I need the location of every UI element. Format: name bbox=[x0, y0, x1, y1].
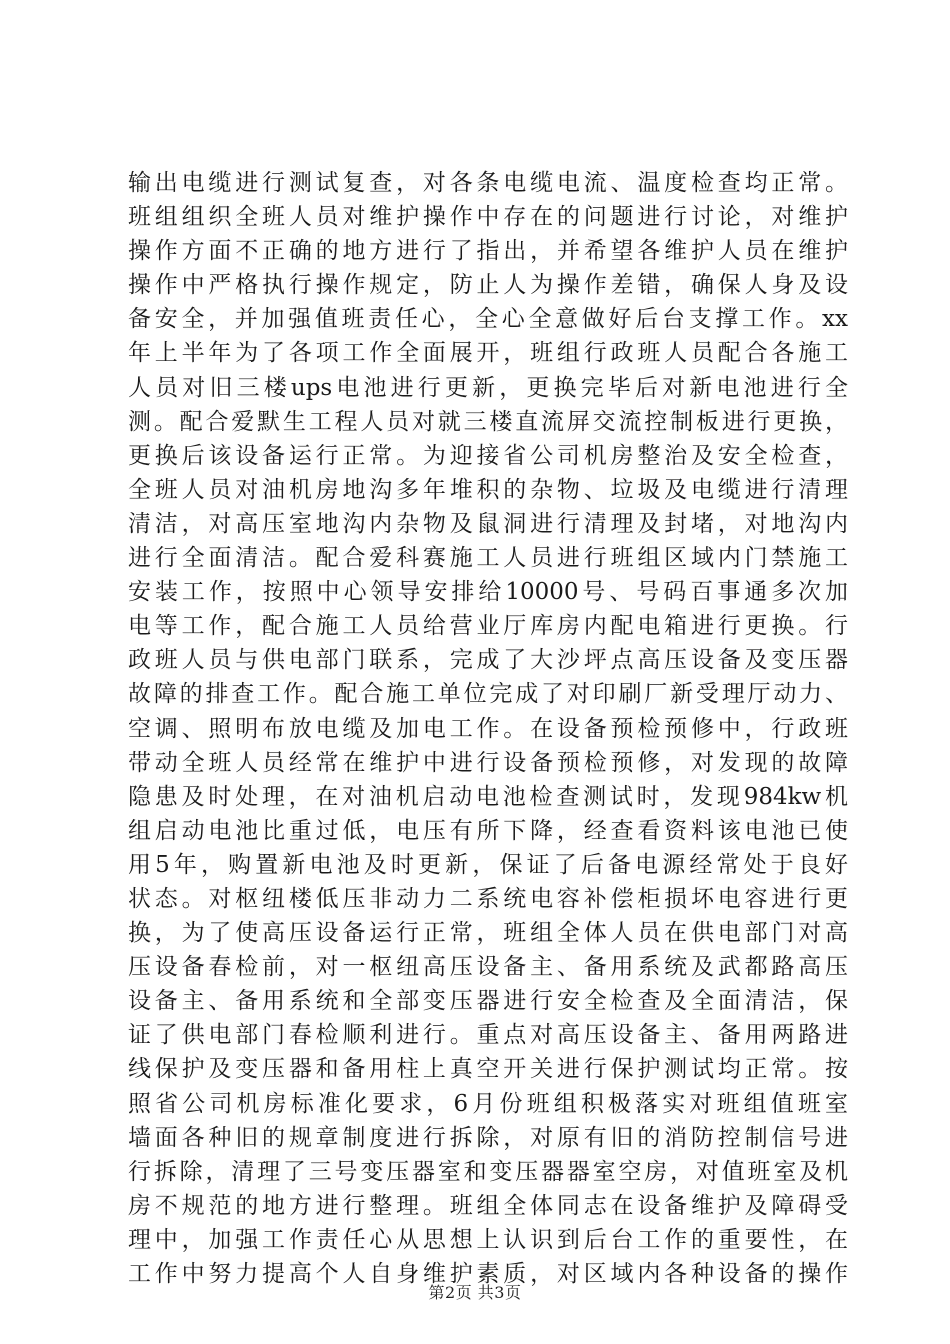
text-line: 安装工作，按照中心领导安排给10000号、号码百事通多次加 bbox=[128, 579, 848, 606]
text-line: 工作中努力提高个人自身维护素质，对区域内各种设备的操作 bbox=[128, 1261, 848, 1287]
text-line: 输出电缆进行测试复查，对各条电缆电流、温度检查均正常。 bbox=[128, 170, 848, 196]
page-footer: 第2页 共3页 bbox=[428, 1283, 522, 1302]
text-line: 操作方面不正确的地方进行了指出，并希望各维护人员在维护 bbox=[128, 238, 848, 265]
text-line: 备安全，并加强值班责任心，全心全意做好后台支撑工作。xx bbox=[128, 306, 848, 333]
text-line: 政班人员与供电部门联系，完成了大沙坪点高压设备及变压器 bbox=[128, 647, 848, 674]
text-line: 压设备春检前，对一枢纽高压设备主、备用系统及武都路高压 bbox=[128, 954, 848, 981]
text-line: 隐患及时处理，在对油机启动电池检查测试时，发现984kw机 bbox=[128, 783, 848, 810]
text-line: 故障的排查工作。配合施工单位完成了对印刷厂新受理厅动力、 bbox=[128, 681, 848, 708]
text-line: 进行全面清洁。配合爱科赛施工人员进行班组区域内门禁施工 bbox=[128, 545, 848, 572]
text-line: 更换后该设备运行正常。为迎接省公司机房整治及安全检查， bbox=[128, 442, 848, 469]
text-line: 用5年，购置新电池及时更新，保证了后备电源经常处于良好 bbox=[128, 851, 848, 878]
text-line: 年上半年为了各项工作全面展开，班组行政班人员配合各施工 bbox=[128, 340, 848, 367]
text-line: 测。配合爱默生工程人员对就三楼直流屏交流控制板进行更换， bbox=[128, 408, 848, 435]
text-line: 行拆除，清理了三号变压器室和变压器器室空房，对值班室及机 bbox=[128, 1158, 848, 1185]
text-line: 房不规范的地方进行整理。班组全体同志在设备维护及障碍受 bbox=[128, 1192, 848, 1219]
text-line: 操作中严格执行操作规定，防止人为操作差错，确保人身及设 bbox=[128, 272, 848, 299]
text-line: 墙面各种旧的规章制度进行拆除，对原有旧的消防控制信号进 bbox=[128, 1124, 848, 1151]
text-line: 带动全班人员经常在维护中进行设备预检预修，对发现的故障 bbox=[128, 749, 848, 776]
text-line: 人员对旧三楼ups电池进行更新，更换完毕后对新电池进行全 bbox=[128, 374, 848, 401]
text-line: 设备主、备用系统和全部变压器进行安全检查及全面清洁，保 bbox=[128, 988, 848, 1015]
text-line: 空调、照明布放电缆及加电工作。在设备预检预修中，行政班 bbox=[128, 715, 848, 742]
text-line: 照省公司机房标准化要求，6月份班组积极落实对班组值班室 bbox=[128, 1090, 848, 1117]
text-line: 组启动电池比重过低，电压有所下降，经查看资料该电池已使 bbox=[128, 817, 848, 844]
text-line: 班组组织全班人员对维护操作中存在的问题进行讨论，对维护 bbox=[128, 204, 848, 231]
body-text bbox=[128, 166, 848, 1291]
text-line: 电等工作，配合施工人员给营业厅库房内配电箱进行更换。行 bbox=[128, 613, 848, 640]
text-line: 线保护及变压器和备用柱上真空开关进行保护测试均正常。按 bbox=[128, 1056, 848, 1083]
text-line: 清洁，对高压室地沟内杂物及鼠洞进行清理及封堵，对地沟内 bbox=[128, 510, 848, 537]
text-line: 理中，加强工作责任心从思想上认识到后台工作的重要性，在 bbox=[128, 1226, 848, 1253]
text-line: 全班人员对油机房地沟多年堆积的杂物、垃圾及电缆进行清理 bbox=[128, 476, 848, 503]
text-line: 状态。对枢纽楼低压非动力二系统电容补偿柜损坏电容进行更 bbox=[128, 885, 848, 912]
text-line: 证了供电部门春检顺利进行。重点对高压设备主、备用两路进 bbox=[128, 1022, 848, 1049]
text-line: 换，为了使高压设备运行正常，班组全体人员在供电部门对高 bbox=[128, 920, 848, 947]
